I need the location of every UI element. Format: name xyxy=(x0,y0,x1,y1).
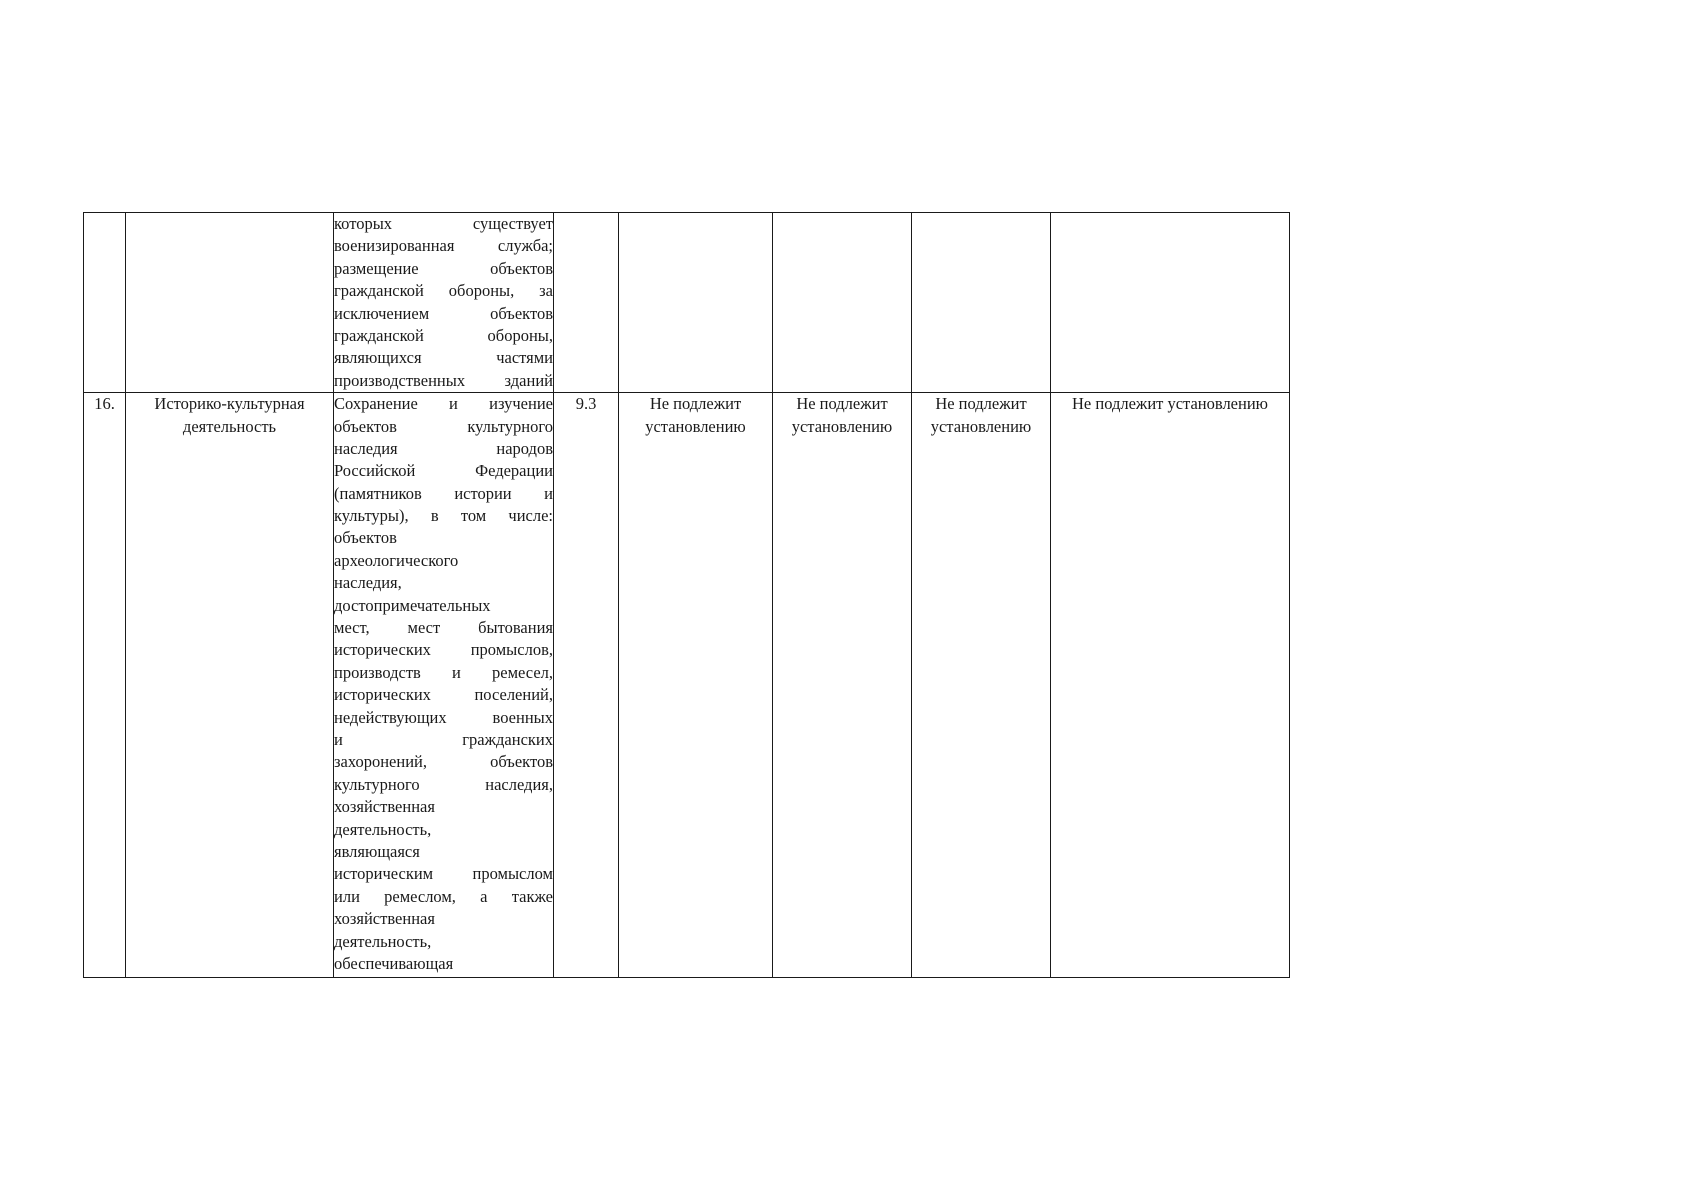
row-number-cell xyxy=(84,213,126,393)
description-line: являющаяся xyxy=(334,841,420,861)
description-line: исключением объектов xyxy=(334,303,553,323)
description-line: деятельность, xyxy=(334,819,432,839)
description-line: объектов xyxy=(334,528,397,548)
description-line: гражданской обороны, xyxy=(334,325,553,345)
description-line: являющихся частями xyxy=(334,348,553,368)
use-type-description-cell xyxy=(334,393,554,978)
param-cell-3 xyxy=(912,213,1051,393)
param-cell-4: Не подлежит установлению xyxy=(1051,393,1290,978)
use-type-code-cell xyxy=(554,213,619,393)
row-number-cell: 16. xyxy=(84,393,126,978)
description-line: захоронений, объектов xyxy=(334,752,553,772)
use-type-name-cell xyxy=(126,213,334,393)
param-cell-3: Не подлежит установлению xyxy=(912,393,1051,978)
description-line: наследия народов xyxy=(334,438,553,458)
description-line: исторических промыслов, xyxy=(334,640,553,660)
description-line: недействующих военных xyxy=(334,707,553,727)
param-cell-2 xyxy=(773,213,912,393)
description-line: археологического xyxy=(334,550,459,570)
use-type-code-cell: 9.3 xyxy=(554,393,619,978)
description-line: наследия, xyxy=(334,573,402,593)
description-line: или ремеслом, а также xyxy=(334,886,553,906)
land-use-table xyxy=(83,212,1290,978)
param-cell-1 xyxy=(619,213,773,393)
description-line: историческим промыслом xyxy=(334,864,553,884)
param-cell-2: Не подлежит установлению xyxy=(773,393,912,978)
description-line: Сохранение и изучение xyxy=(334,394,553,414)
description-line: военизированная служба; xyxy=(334,236,553,256)
use-type-description-cell xyxy=(334,213,554,393)
description-line: хозяйственная xyxy=(334,797,435,817)
description-line: хозяйственная xyxy=(334,909,435,929)
description-line: исторических поселений, xyxy=(334,685,553,705)
description-line: (памятников истории и xyxy=(334,483,553,503)
description-line: которых существует xyxy=(334,214,553,233)
description-lines xyxy=(334,393,553,975)
table-row xyxy=(84,393,1290,978)
description-line: культуры), в том числе: xyxy=(334,506,553,526)
description-line: деятельность, xyxy=(334,931,432,951)
description-line: мест, мест бытования xyxy=(334,618,553,638)
description-line: объектов культурного xyxy=(334,416,553,436)
description-line: обеспечивающая xyxy=(334,953,454,973)
description-line: и гражданских xyxy=(334,729,553,749)
param-cell-4 xyxy=(1051,213,1290,393)
description-line: достопримечательных xyxy=(334,595,491,615)
use-type-name-cell: Историко-культурная деятельность xyxy=(126,393,334,978)
description-line: культурного наследия, xyxy=(334,774,553,794)
description-line: Российской Федерации xyxy=(334,461,553,481)
description-line: гражданской обороны, за xyxy=(334,281,553,301)
description-line: производств и ремесел, xyxy=(334,662,553,682)
param-cell-1: Не подлежит установлению xyxy=(619,393,773,978)
description-lines xyxy=(334,213,553,392)
table-row xyxy=(84,213,1290,393)
description-line: размещение объектов xyxy=(334,258,553,278)
description-line: производственных зданий xyxy=(334,370,553,390)
